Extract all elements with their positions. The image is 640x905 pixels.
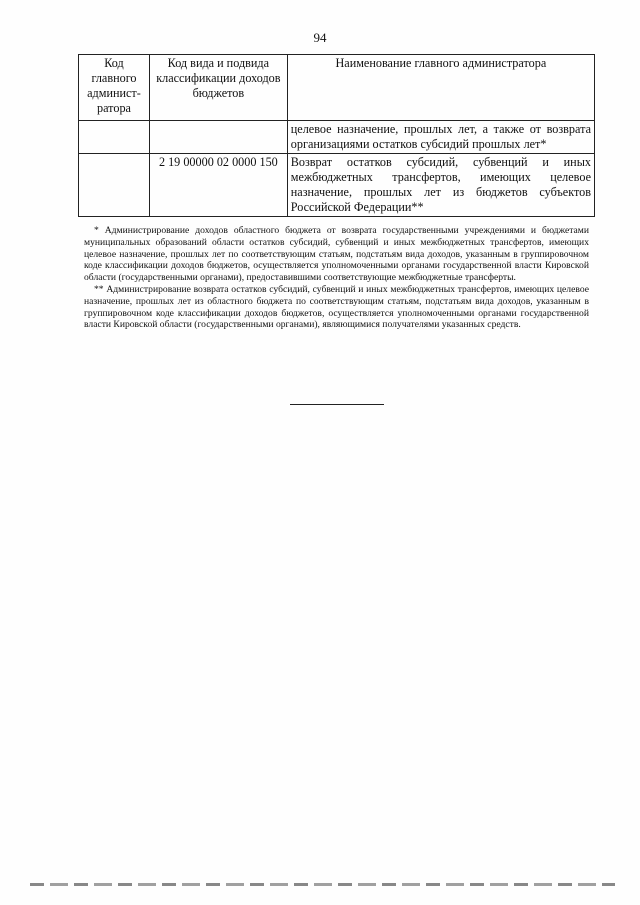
cell-income-code: 2 19 00000 02 0000 150 (149, 154, 287, 217)
cell-admin-code (79, 121, 150, 154)
footnote-2: ** Администрирование возврата остатков субсидий, субвенций и иных межбюджетных трансфертов, имеющих целевое назначение, прошлых лет из областного бюджета по соответствующим статьям, подстатьям вида доходов, указанным в группировочном коде классификации доходов бюджетов, осуществляется уполномоченными органами государственной власти Кировской области (государственными органами), являющимися получателями указанных средств. (84, 283, 589, 331)
end-divider (290, 404, 384, 405)
footnotes (84, 225, 589, 331)
scan-edge-artifact (30, 883, 615, 886)
footnote-1: * Администрирование доходов областного бюджета от возврата государственными учреждениями и бюджетами муниципальных образований области остатков субсидий, субвенций и иных межбюджетных трансфертов, имеющих целевое назначение, прошлых лет по соответствующим статьям, подстатьям вида доходов, указанным в группировочном коде классификации доходов бюджетов, осуществляется уполномоченными органами государственной власти Кировской области (государственными органами), предоставившими соответствующие межбюджетные трансферты. (84, 225, 589, 284)
table-row (79, 121, 595, 154)
header-income-code: Код вида и подвида классификации доходов бюджетов (149, 55, 287, 121)
cell-admin-code (79, 154, 150, 217)
admin-table (78, 54, 595, 217)
header-admin-name: Наименование главного администратора (287, 55, 594, 121)
header-admin-code: Код главного админист-ратора (79, 55, 150, 121)
table-header-row (79, 55, 595, 121)
page-number: 94 (313, 30, 327, 45)
cell-admin-name: Возврат остатков субсидий, субвенций и иных межбюджетных трансфертов, имеющих целевое назначение, прошлых лет из бюджетов субъектов Российской Федерации** (287, 154, 594, 217)
cell-admin-name: целевое назначение, прошлых лет, а также от возврата организациями остатков субсидий прошлых лет* (287, 121, 594, 154)
table-row (79, 154, 595, 217)
cell-income-code (149, 121, 287, 154)
